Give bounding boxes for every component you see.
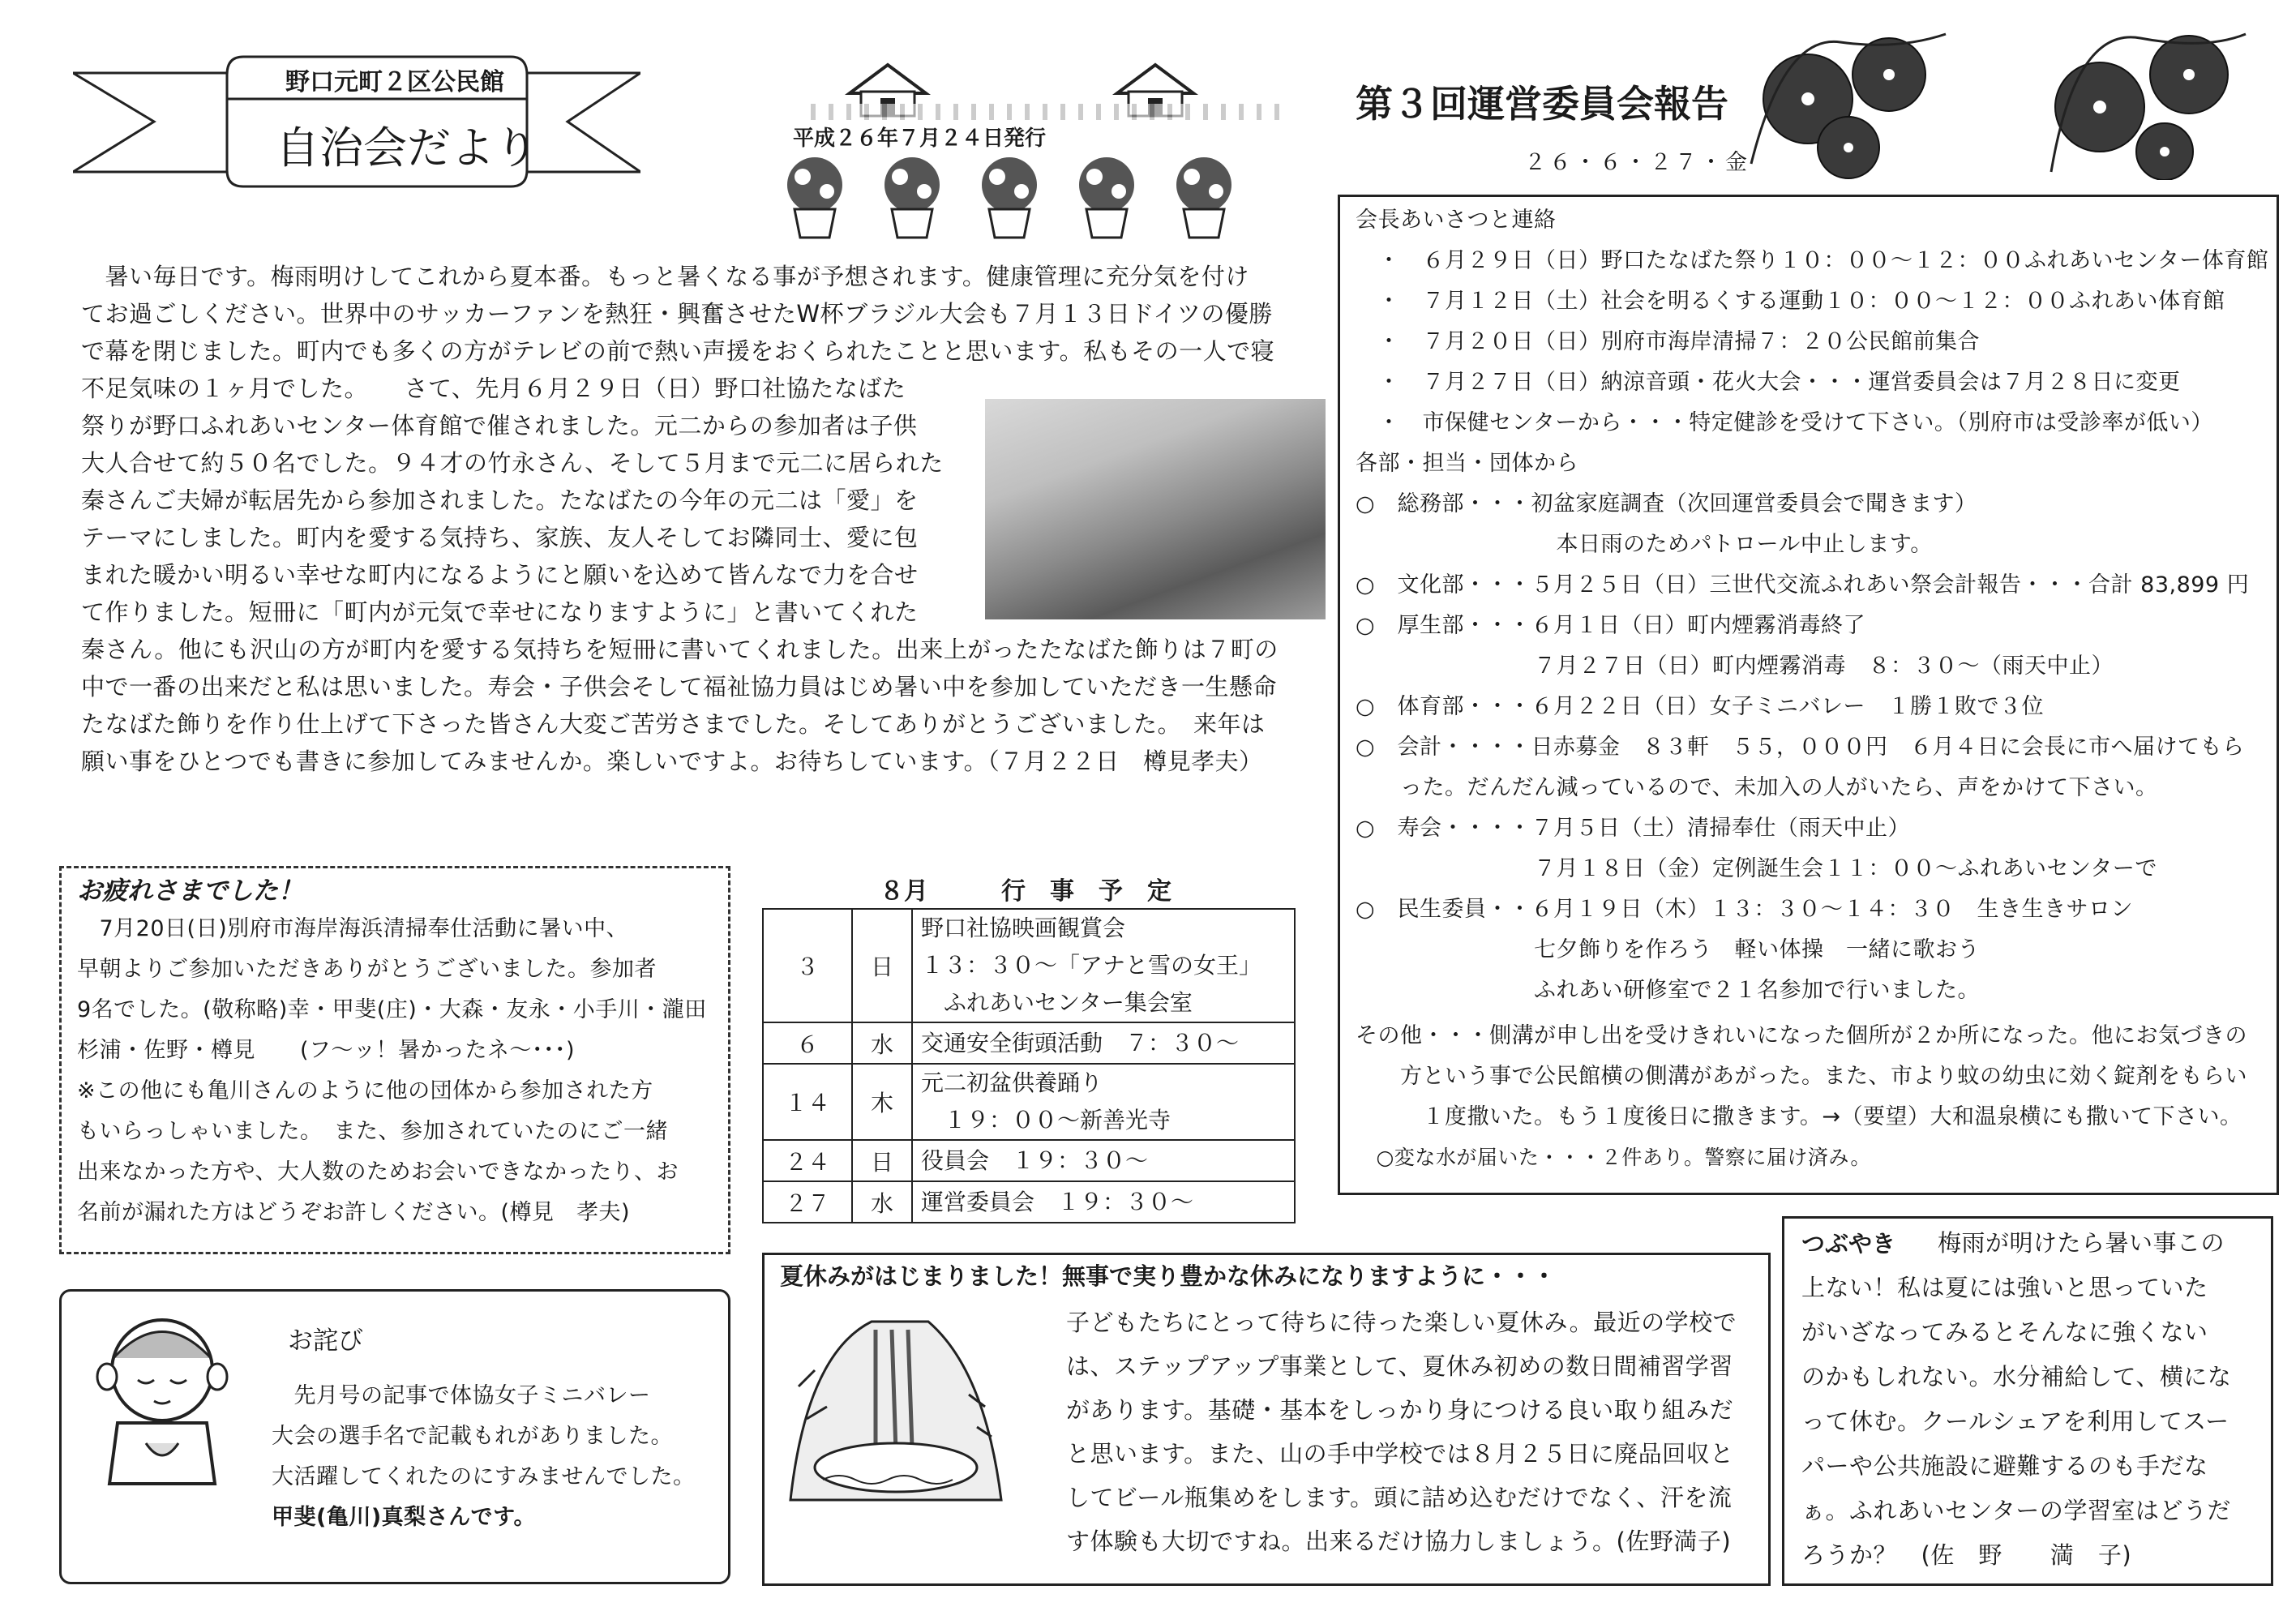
schedule-event <box>912 909 1295 1022</box>
apology-line: 甲斐(亀川)真梨さんです。 <box>272 1505 537 1530</box>
apology-title: お詫び <box>288 1326 363 1356</box>
article-line: たなばた飾りを作り仕上げて下さった皆さん大変ご苦労さまでした。そしてありがとうございました。 来年は <box>81 710 1266 738</box>
schedule-event-line: 役員会 １９：３０～ <box>921 1146 1149 1174</box>
thanks-line: 名前が漏れた方はどうぞお許しください。(樽見 孝夫) <box>77 1200 631 1225</box>
report-line: ○ 厚生部・・・６月１日（日）町内煙霧消毒終了 <box>1356 613 1866 638</box>
report-line: ・ ７月２０日（日）別府市海岸清掃７：２０公民館前集合 <box>1356 329 1980 354</box>
report-line: ・ ７月２７日（日）納涼音頭・花火大会・・・運営委員会は７月２８日に変更 <box>1356 370 2181 395</box>
article-line: 不足気味の１ヶ月でした。 さて、先月６月２９日（日）野口社協たなばた <box>81 375 906 402</box>
report-line: 方という事で公民館横の側溝があがった。また、市より蚊の幼虫に効く錠剤をもらい <box>1356 1064 2247 1089</box>
thanks-title: お疲れさまでした！ <box>77 876 303 906</box>
schedule-weekday: 水 <box>852 1181 912 1223</box>
report-line: 会長あいさつと連絡 <box>1356 208 1557 233</box>
grass-strip <box>811 104 1281 120</box>
report-line: ○ 総務部・・・初盆家庭調査（次回運営委員会で聞きます） <box>1356 491 1977 516</box>
schedule-event <box>912 1022 1295 1064</box>
summer-line: す体験も大切ですね。出来るだけ協力しましょう。(佐野満子) <box>1066 1528 1732 1555</box>
article-line: 秦さんご夫婦が転居先から参加されました。たなばたの今年の元二は「愛」を <box>81 486 919 514</box>
schedule-event-line: １９：００～新善光寺 <box>921 1107 1171 1133</box>
issue-date: 平成２６年７月２４日発行 <box>793 126 1047 151</box>
summer-line: 子どもたちにとって待ちに待った楽しい夏休み。最近の学校で <box>1066 1309 1737 1336</box>
report-date: ２６・６・２７・金 <box>1524 150 1750 175</box>
morning-glory-pot-icon <box>766 152 1253 245</box>
report-line: ○ 体育部・・・６月２２日（日）女子ミニバレー １勝１敗で３位 <box>1356 694 2045 719</box>
report-line: 七夕飾りを作ろう 軽い体操 一緒に歌おう <box>1356 937 1980 962</box>
table-row <box>763 1022 1295 1064</box>
schedule-event-line: １３：３０～「アナと雪の女王」 <box>921 952 1262 979</box>
thanks-line: 9名でした。(敬称略)幸・甲斐(庄)・大森・友永・小手川・瀧田 <box>77 997 707 1022</box>
report-line: ７月１８日（金）定例誕生会１１：００～ふれあいセンターで <box>1356 856 2157 881</box>
schedule-event <box>912 1140 1295 1181</box>
schedule-day: ２４ <box>763 1140 852 1181</box>
summer-line: があります。基礎・基本をしっかり身につける良い取り組みだ <box>1066 1396 1734 1424</box>
report-title: 第３回運営委員会報告 <box>1356 82 1728 126</box>
murmur-line: のかもしれない。水分補給して、横にな <box>1801 1363 2232 1390</box>
schedule-event <box>912 1181 1295 1223</box>
report-line: ○ 文化部・・・５月２５日（日）三世代交流ふれあい祭会計報告・・・合計 83,899 円 <box>1356 572 2250 598</box>
schedule-day: １４ <box>763 1064 852 1140</box>
table-row <box>763 1181 1295 1223</box>
schedule-weekday: 日 <box>852 909 912 1022</box>
schedule-event <box>912 1064 1295 1140</box>
thanks-line: もいらっしゃいました。 また、参加されていたのにご一緒 <box>77 1119 668 1144</box>
schedule-table <box>762 908 1296 1223</box>
report-line: ○ 民生委員・・６月１９日（木）１３：３０～１４：３０ 生き生きサロン <box>1356 897 2134 922</box>
table-row <box>763 1064 1295 1140</box>
schedule-weekday: 日 <box>852 1140 912 1181</box>
banner-org: 野口元町２区公民館 <box>285 68 504 96</box>
table-row <box>763 909 1295 1022</box>
report-line: １度撒いた。もう１度後日に撒きます。→（要望）大和温泉横にも撒いて下さい。 <box>1356 1104 2242 1129</box>
article-line: てお過ごしください。世界中のサッカーファンを熱狂・興奮させたW杯ブラジル大会も７月１３日ドイツの優勝 <box>81 300 1273 328</box>
schedule-title: ８月 行 事 予 定 <box>880 877 1171 906</box>
waterfall-illustration <box>774 1305 1017 1519</box>
murmur-line: ろうか？ (佐 野 満 子) <box>1801 1541 2132 1569</box>
article-line: 暑い毎日です。梅雨明けしてこれから夏本番。もっと暑くなる事が予想されます。健康管理に充分気を付け <box>81 263 1249 290</box>
report-line: ・ 市保健センターから・・・特定健診を受けて下さい。（別府市は受診率が低い） <box>1356 410 2213 435</box>
article-line: テーマにしました。町内を愛する気持ち、家族、友人そしてお隣同士、愛に包 <box>81 524 919 551</box>
report-line: った。だんだん減っているので、未加入の人がいたら、声をかけて下さい。 <box>1356 775 2158 800</box>
schedule-event-line: 元二初盆供養踊り <box>921 1069 1103 1096</box>
summer-line: と思います。また、山の手中学校では８月２５日に廃品回収と <box>1066 1440 1734 1468</box>
schedule-event-line: 交通安全街頭活動 ７：３０～ <box>921 1029 1240 1056</box>
schedule-event-line: ふれあいセンター集会室 <box>921 989 1193 1016</box>
schedule-weekday: 木 <box>852 1064 912 1140</box>
apology-line: 先月号の記事で体協女子ミニバレー <box>272 1383 651 1408</box>
article-line: 秦さん。他にも沢山の方が町内を愛する気持ちを短冊に書いてくれました。出来上がったたなばた飾りは７町の <box>81 636 1279 663</box>
murmur-line: がいざなってみるとそんなに強くない <box>1801 1318 2208 1346</box>
schedule-event-line: 運営委員会 １９：３０～ <box>921 1188 1194 1215</box>
article-line: 願い事をひとつでも書きに参加してみませんか。楽しいですよ。お待ちしています。（７月２２日 樽見孝夫） <box>81 748 1263 775</box>
schedule-day: ２７ <box>763 1181 852 1223</box>
murmur-title: つぶやき <box>1801 1230 1896 1258</box>
apology-line: 大会の選手名で記載もれがありました。 <box>272 1424 673 1449</box>
banner-title: 自治会だより <box>276 122 538 174</box>
schedule-event-line: 野口社協映画観賞会 <box>921 915 1126 941</box>
report-line: 各部・担当・団体から <box>1356 451 1578 476</box>
table-row <box>763 1140 1295 1181</box>
murmur-line: パーや公共施設に避難するのも手だな <box>1801 1452 2208 1480</box>
thanks-line: 出来なかった方や、大人数のためお会いできなかったり、お <box>77 1159 679 1185</box>
article-line: で幕を閉じました。町内でも多くの方がテレビの前で熱い声援をおくられたことと思います。私もその一人で寝 <box>81 337 1275 365</box>
thanks-line: 早朝よりご参加いただきありがとうございました。参加者 <box>77 957 657 982</box>
murmur-line: って休む。クールシェアを利用してスー <box>1801 1408 2229 1435</box>
report-line: ふれあい研修室で２１名参加で行いました。 <box>1356 978 1980 1003</box>
tanabata-festival-photo <box>985 399 1326 619</box>
report-line: ○変な水が届いた・・・２件あり。警察に届け済み。 <box>1356 1146 1871 1169</box>
murmur-line: ぁ。ふれあいセンターの学習室はどうだ <box>1801 1497 2231 1524</box>
summer-line: してビール瓶集めをします。頭に詰め込むだけでなく、汗を流 <box>1066 1484 1733 1511</box>
report-line: その他・・・側溝が申し出を受けきれいになった個所が２か所になった。他にお気づきの <box>1356 1023 2247 1048</box>
schedule-weekday: 水 <box>852 1022 912 1064</box>
article-line: 祭りが野口ふれあいセンター体育館で催されました。元二からの参加者は子供 <box>81 412 918 439</box>
thanks-line: 杉浦・佐野・樽見 (フ～ッ！暑かったネ～･･･) <box>77 1038 576 1063</box>
report-line: ○ 寿会・・・・７月５日（土）清掃奉仕（雨天中止） <box>1356 816 1911 841</box>
report-line: ７月２７日（日）町内煙霧消毒 ８：３０～（雨天中止） <box>1356 653 2114 679</box>
report-line: ○ 会計・・・・日赤募金 ８３軒 ５５，０００円 ６月４日に会長に市へ届けてもら <box>1356 735 2245 760</box>
masthead-banner <box>73 50 640 188</box>
murmur-line: 上ない！私は夏には強いと思っていた <box>1801 1274 2208 1301</box>
bowing-child-illustration <box>81 1313 243 1495</box>
murmur-line: 梅雨が明けたら暑い事この <box>1938 1229 2225 1257</box>
thanks-line: ※この他にも亀川さんのように他の団体から参加された方 <box>77 1078 653 1103</box>
report-line: ・ ６月２９日（日）野口たなばた祭り１０：００～１２：００ふれあいセンター体育館 <box>1356 248 2269 273</box>
schedule-day: ３ <box>763 909 852 1022</box>
schedule-day: ６ <box>763 1022 852 1064</box>
apology-line: 大活躍してくれたのにすみませんでした。 <box>272 1464 696 1489</box>
report-line: 本日雨のためパトロール中止します。 <box>1356 532 1933 557</box>
article-line: て作りました。短冊に「町内が元気で幸せになりますように」と書いてくれた <box>81 598 919 626</box>
summer-line: は、ステップアップ事業として、夏休み初めの数日間補習学習 <box>1066 1352 1733 1380</box>
article-line: 中で一番の出来だと私は思いました。寿会・子供会そして福祉協力員はじめ暑い中を参加していただき一生懸命 <box>81 673 1278 701</box>
summer-title: 夏休みがはじまりました！無事で実り豊かな休みになりますように・・・ <box>780 1262 1557 1290</box>
morning-glory-vine-icon <box>1735 18 2254 183</box>
article-line: まれた暖かい明るい幸せな町内になるようにと願いを込めて皆んなで力を合せ <box>81 561 919 589</box>
thanks-line: 7月20日(日)別府市海岸海浜清掃奉仕活動に暑い中、 <box>77 916 629 941</box>
report-line: ・ ７月１２日（土）社会を明るくする運動１０：００～１２：００ふれあい体育館 <box>1356 289 2225 314</box>
article-line: 大人合せて約５０名でした。９４才の竹永さん、そして５月まで元二に居られた <box>81 449 944 477</box>
